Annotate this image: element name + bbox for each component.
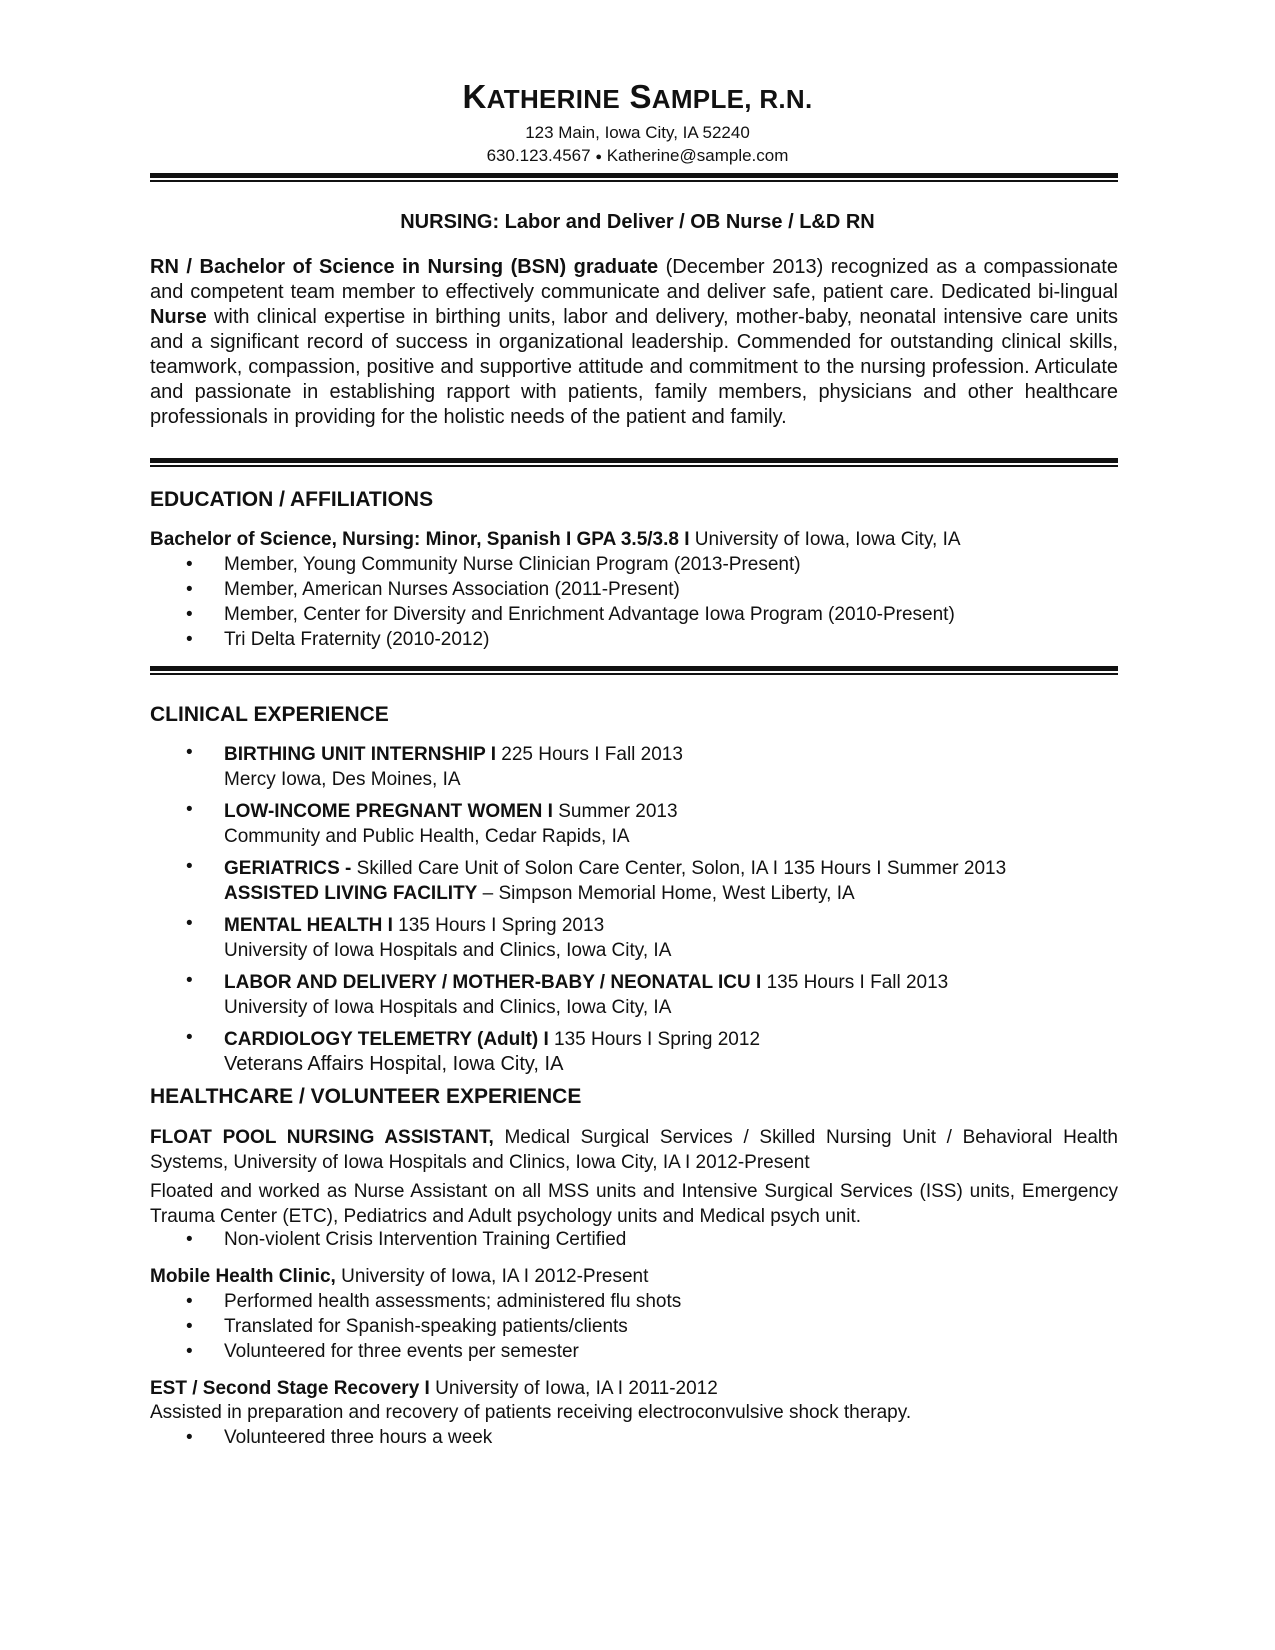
email[interactable]: Katherine@sample.com (606, 146, 789, 165)
objective-title: NURSING: Labor and Deliver / OB Nurse / L&D RN (400, 211, 875, 233)
list-item: • MENTAL HEALTH I 135 Hours I Spring 2013 University of Iowa Hospitals and Clinics, Iowa City, IA (186, 913, 672, 961)
address: 123 Main, Iowa City, IA 52240 (525, 123, 750, 142)
est-heading: EST / Second Stage Recovery I University of Iowa, IA I 2011-2012 (150, 1378, 718, 1399)
list-item: • Non-violent Crisis Intervention Training Certified (186, 1229, 627, 1250)
list-item: • GERIATRICS - Skilled Care Unit of Solon Care Center, Solon, IA I 135 Hours I Summer 2013 ASSISTED LIVING FACILITY – Simpson Memorial Home, West Liberty, IA (186, 856, 1007, 904)
est-description: Assisted in preparation and recovery of patients receiving electroconvulsive shock therapy. (150, 1402, 912, 1423)
bullet-separator: ● (595, 151, 602, 163)
list-item: • BIRTHING UNIT INTERNSHIP I 225 Hours I Fall 2013 Mercy Iowa, Des Moines, IA (186, 742, 683, 790)
list-item: • Translated for Spanish-speaking patients/clients (186, 1316, 628, 1337)
list-item: • Volunteered three hours a week (186, 1427, 493, 1448)
clinical-section-title: CLINICAL EXPERIENCE (150, 703, 389, 726)
volunteer-section-title: HEALTHCARE / VOLUNTEER EXPERIENCE (150, 1085, 582, 1108)
phone: 630.123.4567 (486, 146, 591, 165)
header-divider (150, 173, 1118, 182)
float-pool-heading: FLOAT POOL NURSING ASSISTANT, Medical Surgical Services / Skilled Nursing Unit / Behavioral Health Systems, University of Iowa Hospitals and Clinics, Iowa City, IA I 2012-Present (150, 1127, 1118, 1173)
list-item: • Performed health assessments; administered flu shots (186, 1291, 682, 1312)
list-item: • CARDIOLOGY TELEMETRY (Adult) I 135 Hours I Spring 2012 Veterans Affairs Hospital, Iowa City, IA (186, 1027, 761, 1075)
mobile-clinic-heading: Mobile Health Clinic, University of Iowa, IA I 2012-Present (150, 1266, 649, 1287)
est-bullets (150, 1425, 1118, 1450)
mobile-clinic-bullets (150, 1289, 1118, 1364)
candidate-name: KATHERINE SAMPLE, R.N. (462, 78, 813, 115)
education-bullets (150, 552, 1118, 652)
float-pool-description: Floated and worked as Nurse Assistant on all MSS units and Intensive Surgical Services (ISS) units, Emergency Trauma Center (ETC), Pediatrics and Adult psychology units and Medical psych unit. (150, 1181, 1118, 1227)
summary-divider (150, 458, 1118, 467)
professional-summary: RN / Bachelor of Science in Nursing (BSN) graduate (December 2013) recognized as a compassionate and competent team member to effectively communicate and deliver safe, patient care. Dedicated bi-lingual Nurse with clinical expertise in birthing units, labor and delivery, mother-baby, neonatal intensive care units and a significant record of success in organizational leadership. Commended for outstanding clinical skills, teamwork, compassion, positive and supportive attitude and commitment to the nursing profession. Articulate and passionate in establishing rapport with patients, family members, physicians and other healthcare professionals in providing for the holistic needs of the patient and family. (150, 256, 1118, 428)
list-item: • Tri Delta Fraternity (2010-2012) (186, 629, 490, 650)
list-item: • Member, Center for Diversity and Enrichment Advantage Iowa Program (2010-Present) (186, 604, 955, 625)
list-item: • Member, Young Community Nurse Clinician Program (2013-Present) (186, 554, 801, 575)
list-item: • LOW-INCOME PREGNANT WOMEN I Summer 2013 Community and Public Health, Cedar Rapids, IA (186, 799, 678, 847)
clinical-experience-list (150, 742, 1118, 1084)
education-section-title: EDUCATION / AFFILIATIONS (150, 488, 434, 511)
float-pool-bullets (150, 1227, 1118, 1252)
degree-line: Bachelor of Science, Nursing: Minor, Spanish I GPA 3.5/3.8 I University of Iowa, Iowa City, IA (150, 529, 961, 550)
list-item: • LABOR AND DELIVERY / MOTHER-BABY / NEONATAL ICU I 135 Hours I Fall 2013 University of Iowa Hospitals and Clinics, Iowa City, IA (186, 970, 949, 1018)
list-item: • Volunteered for three events per semester (186, 1341, 579, 1362)
contact-line (0, 146, 1275, 166)
list-item: • Member, American Nurses Association (2011-Present) (186, 579, 680, 600)
education-divider (150, 666, 1118, 675)
